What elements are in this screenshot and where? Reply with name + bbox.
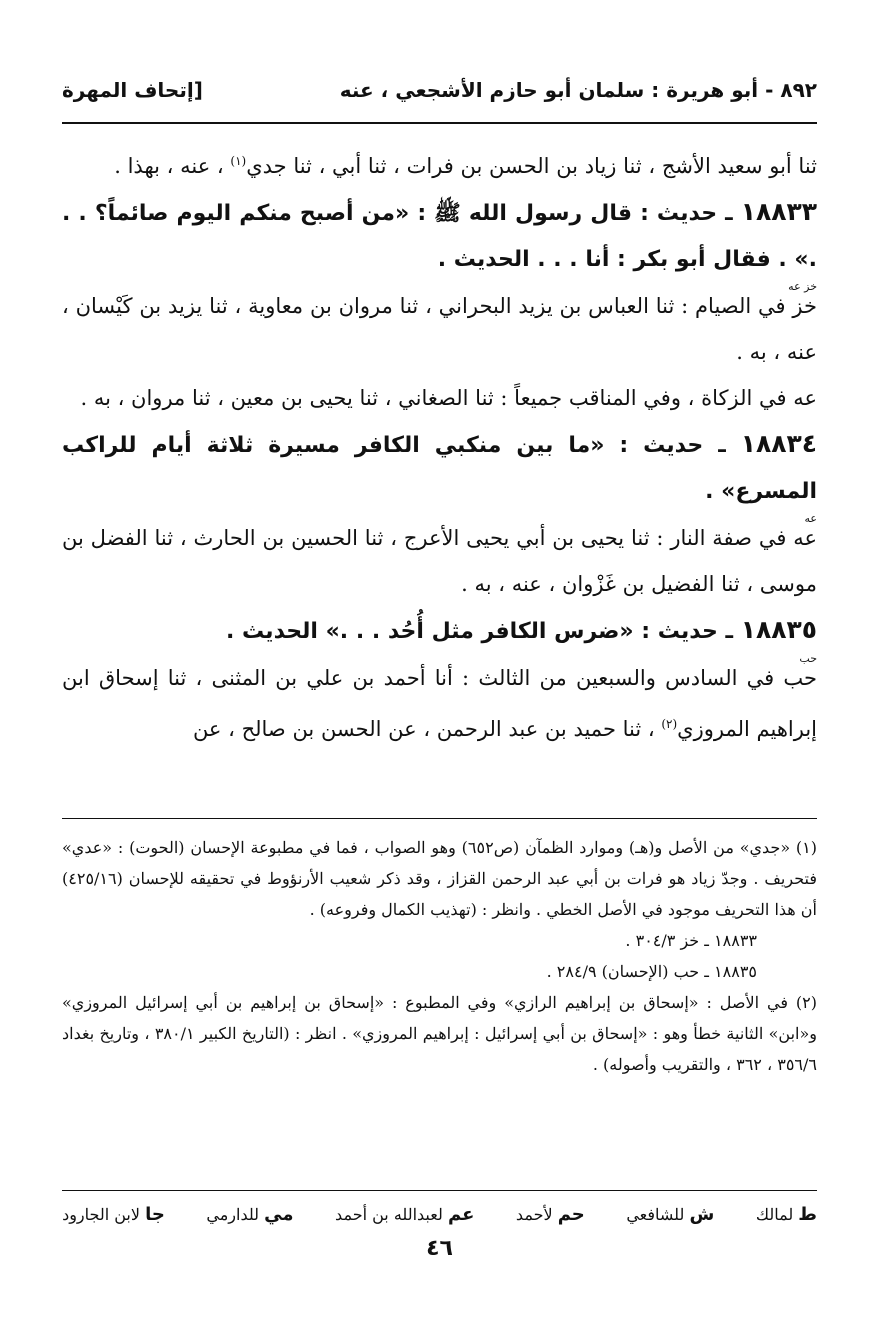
key-item-malik: ط لمالك (755, 1204, 817, 1225)
hadith-heading-18833 (62, 189, 817, 293)
page-number: ٤٦ (426, 1236, 453, 1261)
footnote-2: (٢) في الأصل : «إسحاق بن إبراهيم الرازي» وفي المطبوع : «إسحاق بن إبراهيم بن أبي إسرائيل المروزي» و«ابن» الثانية خطأ وهو : «إسحاق بن أبي إسرائيل : إبراهيم المروزي» . انظر : (التاريخ الكبير ٣٨٠/١ ، وتاريخ بغداد ٣٥٦/٦ ، ٣٦٢ ، والتقريب وأصوله) . (62, 993, 818, 1074)
hadith-heading-text: ـ حديث : قال رسول الله ﷺ : «من أصبح منكم اليوم صائماً؟ . . .» . فقال أبو بكر : أنا . . . الحديث . (62, 201, 817, 272)
header-divider (62, 122, 817, 124)
footnote-ref-2: (٢) (661, 717, 678, 731)
hadith-number: ١٨٨٣٥ (740, 615, 817, 644)
key-item-shafii: ش للشافعي (626, 1204, 715, 1225)
paragraph-isnad-ibn-hibban: حب في السادس والسبعين من الثالث : أنا أحمد بن علي بن المثنى ، ثنا إسحاق ابن إبراهيم المروزي$^{(٢)}$ ، ثنا حميد بن عبد الرحمن ، عن الحسن بن صالح ، عن (62, 666, 817, 741)
source-code: عه (804, 512, 817, 525)
hadith-heading-text: ـ حديث : «ضرس الكافر مثل أُحُد . . .» الحديث . (226, 619, 741, 644)
abbreviation-key (62, 1200, 817, 1230)
key-item-ibn-jarud: جا لابن الجارود (62, 1204, 165, 1225)
footnotes (62, 832, 817, 1080)
footnote-1: (١) «جدي» من الأصل و(هـ) وموارد الظمآن (ص٦٥٢) وهو الصواب ، فما في مطبوعة الإحسان (الحوت) : «عدي» فتحريف . وجدّ زياد هو فرات بن أبي عبد الرحمن القزاز ، وقد ذكر شعيب الأرنؤوط في تحقيقه للإحسان (٤٢٥/١٦) أن هذا التحريف موجود في الأصل الخطي . وانظر : (تهذيب الكمال وفروعه) . (62, 838, 818, 919)
hadith-number: ١٨٨٣٤ (740, 429, 817, 458)
hadith-number: ١٨٨٣٣ (740, 197, 817, 226)
hadith-heading-18835 (62, 607, 817, 665)
paragraph-isnad-sifat-alnar: عه في صفة النار : ثنا يحيى بن أبي يحيى الأعرج ، ثنا الحسين بن الحارث ، ثنا الفضل بن موسى ، ثنا الفضيل بن غَزْوان ، عنه ، به . (62, 526, 817, 596)
paragraph-isnad-abu-awana: عه في الزكاة ، وفي المناقب جميعاً : ثنا الصغاني ، ثنا يحيى بن معين ، ثنا مروان ، به . (80, 386, 817, 410)
footnote-source-18833: ١٨٨٣٣ ـ خز ٣٠٤/٣ . (625, 931, 757, 950)
running-header (62, 68, 817, 112)
key-item-darimi: مي للدارمي (206, 1204, 294, 1225)
source-code: حب (799, 652, 817, 665)
paragraph-isnad-khuzayma: خز في الصيام : ثنا العباس بن يزيد البحراني ، ثنا مروان بن معاوية ، ثنا يزيد بن كَيْسان ، عنه ، به . (62, 294, 817, 364)
header-book-title: [إتحاف المهرة (62, 78, 203, 102)
footnote-source-18835: ١٨٨٣٥ ـ حب (الإحسان) ٢٨٤/٩ . (546, 962, 757, 981)
source-code: خز عه (788, 280, 817, 293)
footnote-divider (62, 818, 817, 819)
hadith-heading-18834 (62, 421, 817, 525)
key-item-ahmad: حم لأحمد (515, 1204, 585, 1225)
main-text (62, 138, 817, 752)
header-chapter-title: ٨٩٢ - أبو هريرة : سلمان أبو حازم الأشجعي ، عنه (339, 78, 817, 102)
paragraph-chain-1: ثنا أبو سعيد الأشج ، ثنا زياد بن الحسن بن فرات ، ثنا أبي ، ثنا جدي$^{(١)}$ ، عنه ، بهذا . (114, 154, 817, 178)
key-item-abdullah: عم لعبدالله بن أحمد (335, 1204, 475, 1225)
footnote-ref-1: (١) (230, 154, 247, 168)
hadith-heading-text: ـ حديث : «ما بين منكبي الكافر مسيرة ثلاثة أيام للراكب المسرع» . (62, 433, 817, 504)
key-divider (62, 1190, 817, 1191)
